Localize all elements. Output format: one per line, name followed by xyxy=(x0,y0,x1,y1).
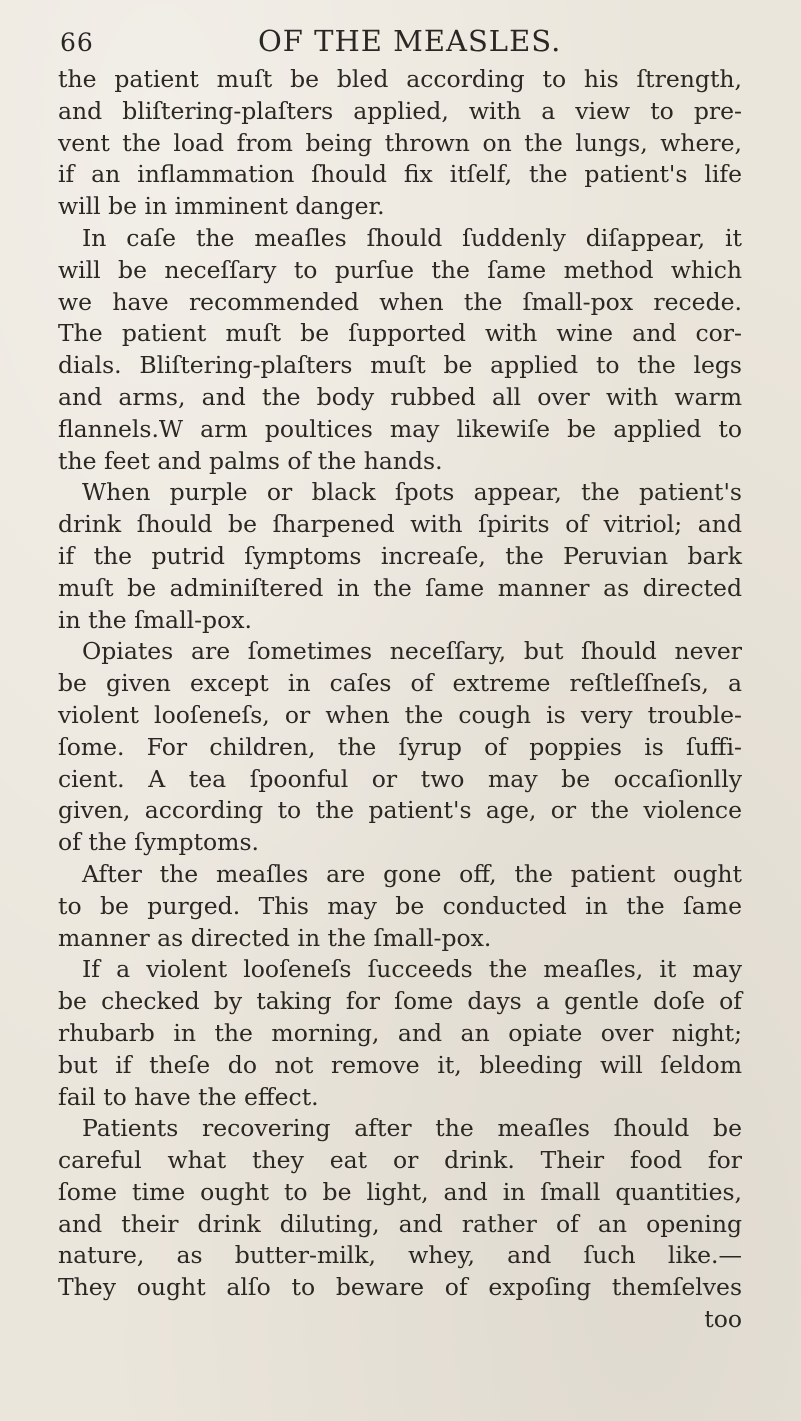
text-line: be checked by taking for ſome days a gentle doſe of xyxy=(58,987,742,1016)
text-line: cient. A tea ſpoonful or two may be occaſionlly xyxy=(58,764,742,793)
paragraph-first-line: Patients recovering after the meaſles ſhould be xyxy=(82,1114,742,1143)
text-line: and their drink diluting, and rather of an opening xyxy=(58,1209,742,1238)
paragraph-first-line: After the meaſles are gone off, the patient ought xyxy=(82,859,742,888)
page-number: 66 xyxy=(60,28,94,57)
running-head xyxy=(0,18,801,62)
text-line: will be in imminent danger. xyxy=(58,192,385,221)
text-line: fail to have the effect. xyxy=(58,1082,319,1111)
text-line: will be neceſſary to purſue the ſame method which xyxy=(58,255,742,284)
text-line: the patient muſt be bled according to his ſtrength, xyxy=(58,65,742,93)
text-line: nature, as butter-milk, whey, and ſuch like.— xyxy=(58,1241,742,1270)
text-line: be given except in caſes of extreme reſtleſſneſs, a xyxy=(58,669,742,698)
text-line: muſt be adminiſtered in the ſame manner as directed xyxy=(58,573,742,602)
running-title: OF THE MEASLES. xyxy=(258,24,562,58)
text-line: of the ſymptoms. xyxy=(58,828,259,857)
text-line: ſome time ought to be light, and in ſmall quantities, xyxy=(58,1177,742,1206)
text-line: drink ſhould be ſharpened with ſpirits of vitriol; and xyxy=(58,510,742,539)
text-line: dials. Bliſtering-plaſters muſt be applied to the legs xyxy=(58,351,742,380)
paragraph-first-line: In caſe the meaſles ſhould ſuddenly diſappear, it xyxy=(82,223,742,252)
text-line: vent the load from being thrown on the lungs, where, xyxy=(58,128,742,157)
text-line: in the ſmall-pox. xyxy=(58,605,252,634)
text-line: to be purged. This may be conducted in the ſame xyxy=(58,891,742,920)
text-line: They ought alſo to beware of expoſing themſelves xyxy=(58,1273,742,1302)
text-line: we have recommended when the ſmall-pox recede. xyxy=(58,287,742,316)
text-line: violent looſeneſs, or when the cough is very trouble- xyxy=(58,700,742,729)
text-line: The patient muſt be ſupported with wine and cor- xyxy=(58,319,742,348)
text-line: flannels.W arm poultices may likewiſe be applied to xyxy=(58,414,742,443)
paragraph-first-line: When purple or black ſpots appear, the patient's xyxy=(82,478,742,507)
body-text xyxy=(58,64,742,1336)
text-line: the feet and palms of the hands. xyxy=(58,446,443,475)
text-line: ſome. For children, the ſyrup of poppies is ſuffi- xyxy=(58,732,742,761)
text-line: careful what they eat or drink. Their food for xyxy=(58,1146,742,1175)
text-line: and arms, and the body rubbed all over with warm xyxy=(58,382,742,411)
text-line: if the putrid ſymptoms increaſe, the Peruvian bark xyxy=(58,541,742,570)
paragraph-first-line: If a violent looſeneſs ſucceeds the meaſles, it may xyxy=(82,955,742,984)
text-line: given, according to the patient's age, or the violence xyxy=(58,796,742,825)
paragraph-first-line: Opiates are ſometimes neceſſary, but ſhould never xyxy=(82,637,742,666)
catchword: too xyxy=(704,1305,742,1334)
text-line: and bliſtering-plaſters applied, with a view to pre- xyxy=(58,96,742,125)
text-line: rhubarb in the morning, and an opiate over night; xyxy=(58,1018,742,1047)
text-line: manner as directed in the ſmall-pox. xyxy=(58,923,492,952)
text-line: if an inflammation ſhould fix itſelf, the patient's life xyxy=(58,160,742,189)
text-line: but if theſe do not remove it, bleeding will ſeldom xyxy=(58,1050,742,1079)
